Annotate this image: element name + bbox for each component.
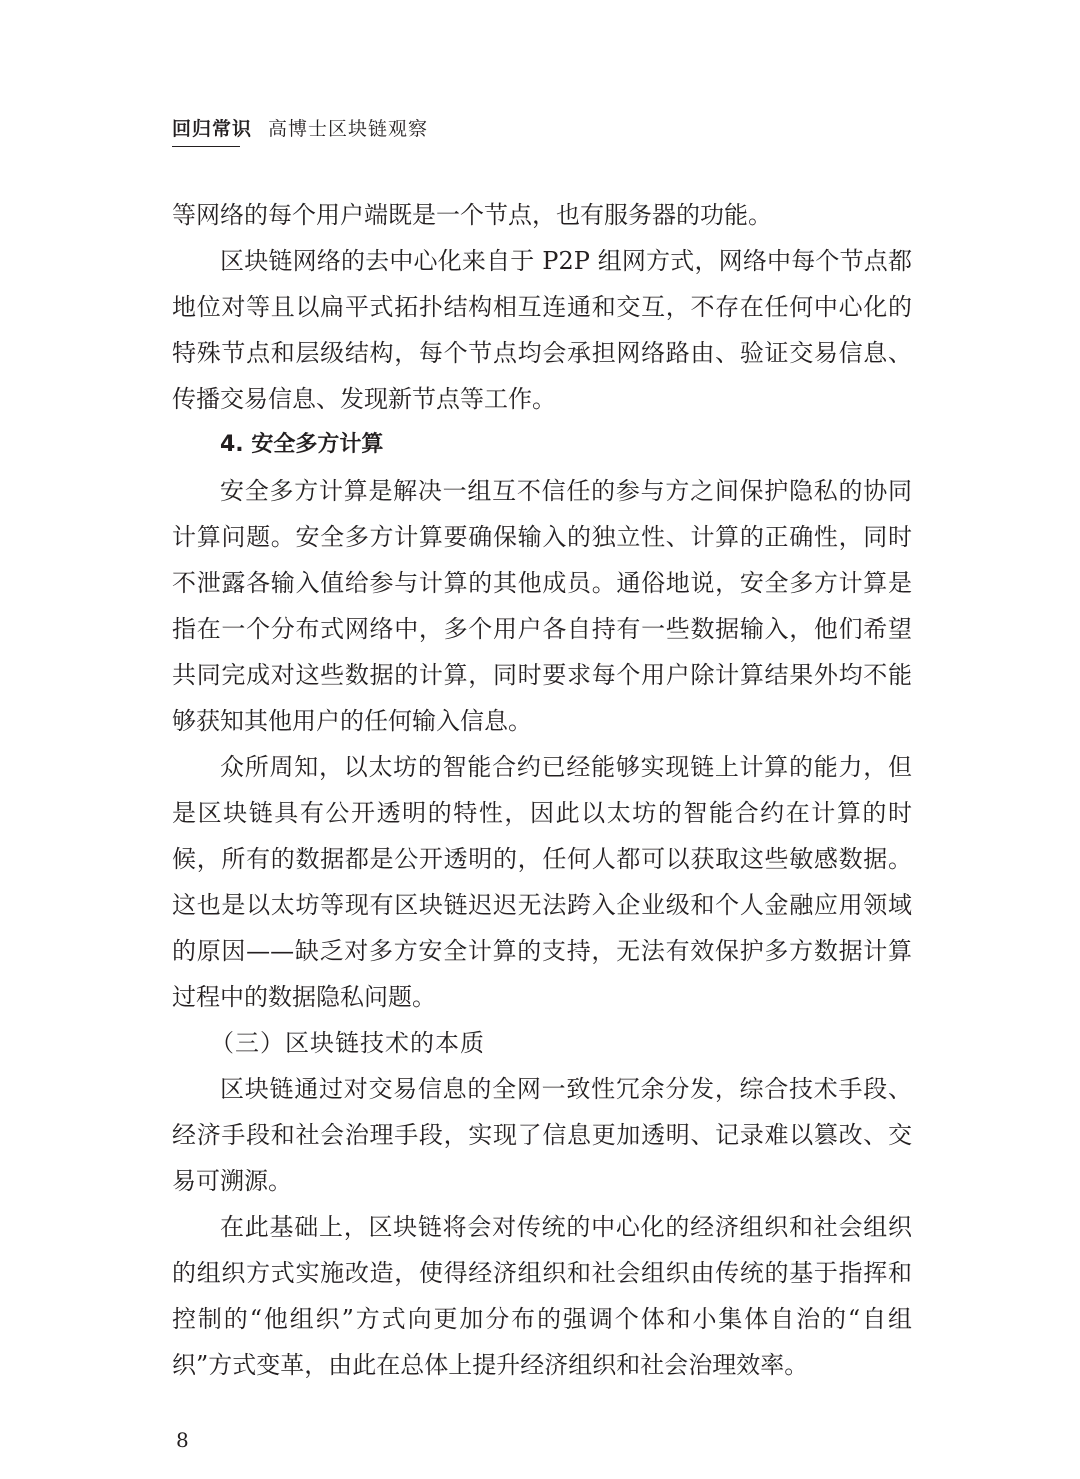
subheading-secure-multiparty-computation: 4. 安全多方计算 xyxy=(220,432,384,457)
book-title: 回归常识 xyxy=(172,118,253,140)
paragraph-continued: 等网络的每个用户端既是一个节点，也有服务器的功能。 xyxy=(172,201,772,229)
paragraph-p2p-decentralization: 区块链网络的去中心化来自于 P2P 组网方式，网络中每个节点都地位对等且以扁平式拓扑结构相互连通和交互，不存在任何中心化的特殊节点和层级结构，每个节点均会承担网络路由、验证交易信息、传播交易信息、发现新节点等工作。 xyxy=(172,247,912,413)
paragraph-blockchain-essence: 区块链通过对交易信息的全网一致性冗余分发，综合技术手段、经济手段和社会治理手段，实现了信息更加透明、记录难以篡改、交易可溯源。 xyxy=(172,1075,912,1195)
running-header xyxy=(172,114,428,141)
header-rule xyxy=(172,146,240,147)
paragraph-ethereum-privacy: 众所周知，以太坊的智能合约已经能够实现链上计算的能力，但是区块链具有公开透明的特性，因此以太坊的智能合约在计算的时候，所有的数据都是公开透明的，任何人都可以获取这些敏感数据。这也是以太坊等现有区块链迟迟无法跨入企业级和个人金融应用领域的原因——缺乏对多方安全计算的支持，无法有效保护多方数据计算过程中的数据隐私问题。 xyxy=(172,753,912,1011)
book-subtitle: 高博士区块链观察 xyxy=(268,118,429,140)
section-heading-blockchain-essence: （三）区块链技术的本质 xyxy=(210,1029,485,1057)
paragraph-smpc-definition: 安全多方计算是解决一组互不信任的参与方之间保护隐私的协同计算问题。安全多方计算要确保输入的独立性、计算的正确性，同时不泄露各输入值给参与计算的其他成员。通俗地说，安全多方计算是指在一个分布式网络中，多个用户各自持有一些数据输入，他们希望共同完成对这些数据的计算，同时要求每个用户除计算结果外均不能够获知其他用户的任何输入信息。 xyxy=(172,477,912,735)
body-text xyxy=(172,192,912,1388)
page-number: 8 xyxy=(176,1428,189,1452)
paragraph-self-organization: 在此基础上，区块链将会对传统的中心化的经济组织和社会组织的组织方式实施改造，使得经济组织和社会组织由传统的基于指挥和控制的“他组织”方式向更加分布的强调个体和小集体自治的“自组织”方式变革，由此在总体上提升经济组织和社会治理效率。 xyxy=(172,1213,912,1379)
